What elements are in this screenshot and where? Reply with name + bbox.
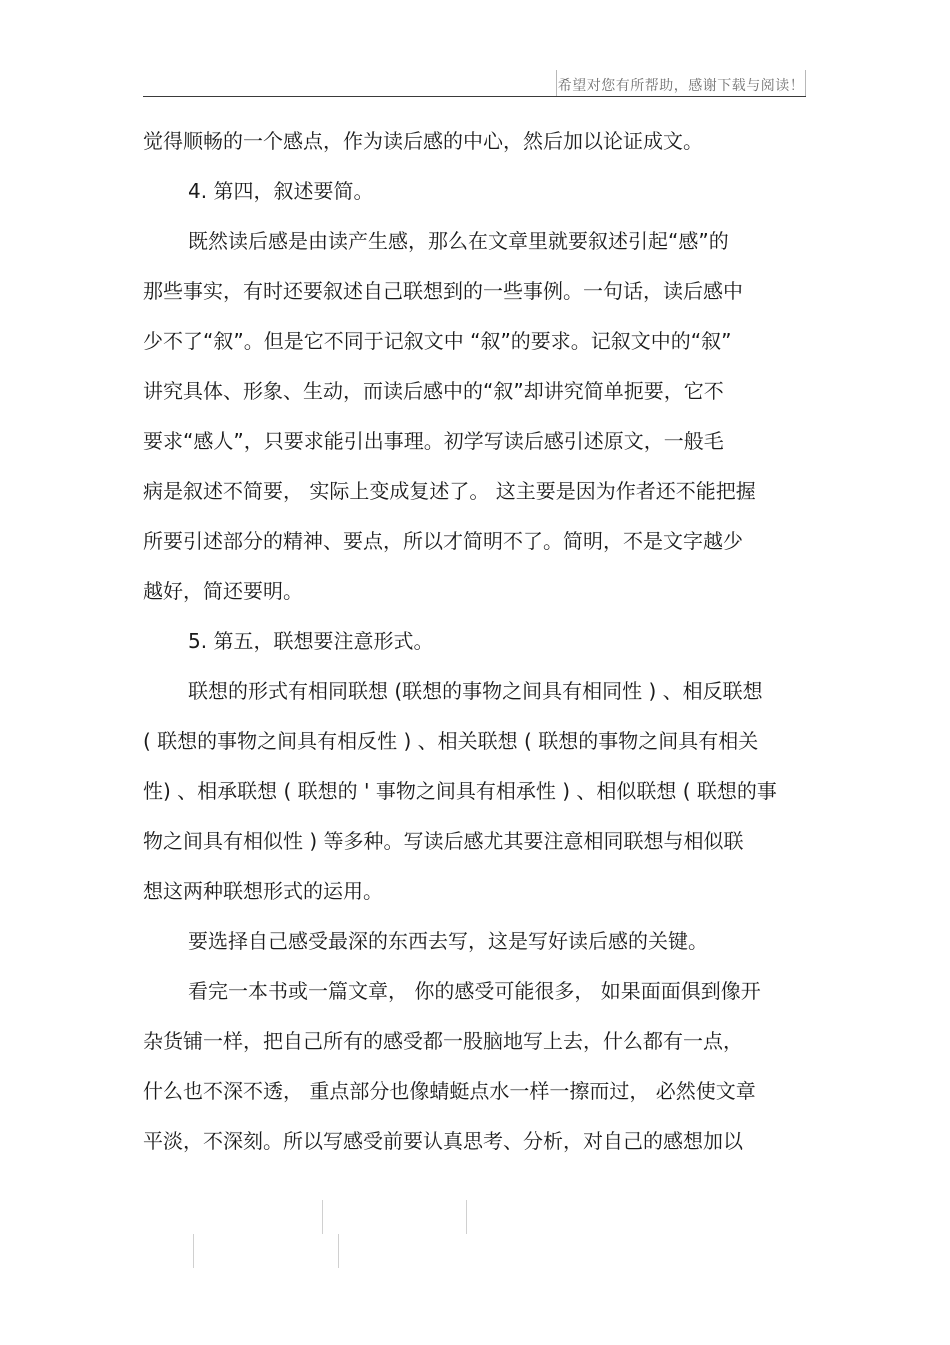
text-line: 看完一本书或一篇文章， 你的感受可能很多， 如果面面俱到像开 — [188, 979, 761, 1003]
text-line: 越好，简还要明。 — [143, 579, 303, 603]
text-line: 要求“感人”，只要求能引出事理。初学写读后感引述原文，一般毛 — [143, 429, 724, 453]
text-line: 平淡，不深刻。所以写感受前要认真思考、分析，对自己的感想加以 — [143, 1129, 743, 1153]
text-line: 觉得顺畅的一个感点，作为读后感的中心，然后加以论证成文。 — [143, 129, 703, 153]
text-line: 什么也不深不透， 重点部分也像蜻蜓点水一样一擦而过， 必然使文章 — [143, 1079, 756, 1103]
text-line: 杂货铺一样，把自己所有的感受都一股脑地写上去，什么都有一点， — [143, 1029, 743, 1053]
divider-mark — [466, 1200, 467, 1234]
divider-mark — [193, 1234, 194, 1268]
text-line: 性) 、相承联想 ( 联想的 ' 事物之间具有相承性 ) 、相似联想 ( 联想的事 — [143, 779, 777, 803]
text-line: 既然读后感是由读产生感，那么在文章里就要叙述引起“感”的 — [188, 229, 729, 253]
text-line: 所要引述部分的精神、要点，所以才简明不了。简明，不是文字越少 — [143, 529, 743, 553]
text-line: 联想的形式有相同联想 (联想的事物之间具有相同性 ) 、相反联想 — [188, 679, 763, 703]
text-line: 讲究具体、形象、生动，而读后感中的“叙”却讲究简单扼要，它不 — [143, 379, 724, 403]
text-line: 要选择自己感受最深的东西去写，这是写好读后感的关键。 — [188, 929, 708, 953]
divider-mark — [322, 1200, 323, 1234]
text-line: 那些事实，有时还要叙述自己联想到的一些事例。一句话，读后感中 — [143, 279, 743, 303]
text-line: 物之间具有相似性 ) 等多种。写读后感尤其要注意相同联想与相似联 — [143, 829, 744, 853]
text-line: ( 联想的事物之间具有相反性 ) 、相关联想 ( 联想的事物之间具有相关 — [143, 729, 759, 753]
text-line: 病是叙述不简要， 实际上变成复述了。 这主要是因为作者还不能把握 — [143, 479, 756, 503]
page-header — [556, 70, 806, 96]
header-rule — [143, 96, 806, 97]
text-line: 想这两种联想形式的运用。 — [143, 879, 383, 903]
section-heading: 5. 第五，联想要注意形式。 — [188, 629, 434, 653]
header-text: 希望对您有所帮助，感谢下载与阅读！ — [557, 78, 805, 94]
section-heading: 4. 第四，叙述要简。 — [188, 179, 374, 203]
text-line: 少不了“叙”。但是它不同于记叙文中 “叙”的要求。记叙文中的“叙” — [143, 329, 732, 353]
divider-mark — [338, 1234, 339, 1268]
